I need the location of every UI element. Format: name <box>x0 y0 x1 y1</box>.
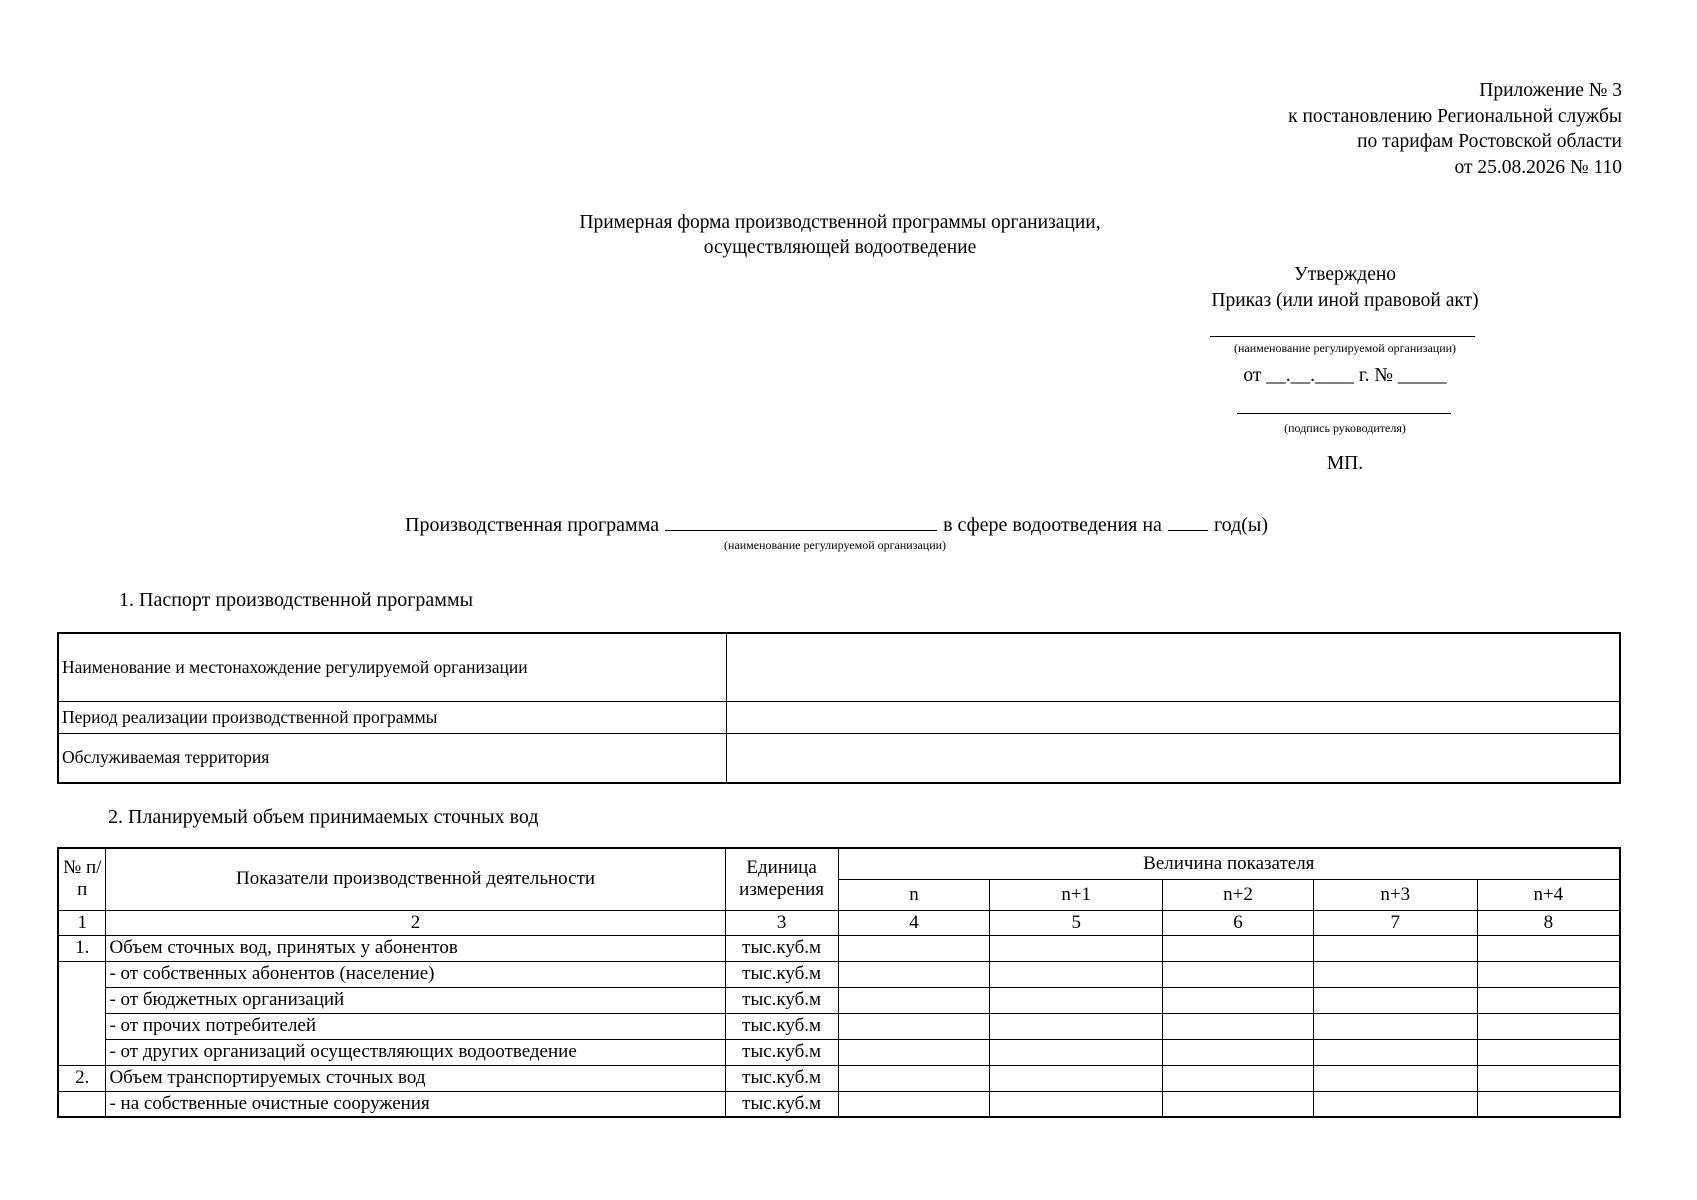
row-indicator: - от собственных абонентов (население) <box>106 961 725 987</box>
form-title <box>310 210 1370 260</box>
col-number: 7 <box>1313 910 1477 935</box>
row-unit: тыс.куб.м <box>725 987 838 1013</box>
row-unit: тыс.куб.м <box>725 1039 838 1065</box>
passport-label: Обслуживаемая территория <box>58 733 727 783</box>
col-number: 5 <box>990 910 1163 935</box>
header-year: n <box>838 879 990 910</box>
signature-caption: (подпись руководителя) <box>1284 421 1406 435</box>
passport-row <box>58 633 1620 701</box>
section2-title: 2. Планируемый объем принимаемых сточных вод <box>108 806 539 828</box>
appendix-number: Приложение № 3 <box>1479 80 1622 101</box>
header-year: n+3 <box>1313 879 1477 910</box>
indicators-table <box>57 847 1621 1118</box>
table-row <box>58 1039 1620 1065</box>
form-title-line1: Примерная форма производственной программы организации, <box>579 212 1101 233</box>
header-year: n+1 <box>990 879 1163 910</box>
table-row <box>58 1091 1620 1117</box>
col-number: 1 <box>58 910 106 935</box>
column-numbers-row <box>58 910 1620 935</box>
passport-table <box>57 632 1621 784</box>
program-middle: в сфере водоотведения на <box>943 514 1162 536</box>
header-unit: Единица измерения <box>725 848 838 910</box>
section1-title: 1. Паспорт производственной программы <box>119 589 474 611</box>
col-number: 4 <box>838 910 990 935</box>
header-num: № п/п <box>58 848 106 910</box>
row-num: 1. <box>58 935 106 961</box>
row-unit: тыс.куб.м <box>725 961 838 987</box>
header-year: n+2 <box>1163 879 1314 910</box>
row-unit: тыс.куб.м <box>725 1065 838 1091</box>
row-num: 2. <box>58 1065 106 1091</box>
appendix-date: от 25.08.2026 № 110 <box>1454 156 1622 178</box>
signature-line <box>1237 413 1451 414</box>
appendix-authority: по тарифам Ростовской области <box>1357 131 1622 152</box>
row-indicator: - на собственные очистные сооружения <box>106 1091 725 1117</box>
passport-value <box>727 633 1621 701</box>
table-row <box>58 987 1620 1013</box>
row-indicator: - от прочих потребителей <box>106 1013 725 1039</box>
table-row <box>58 935 1620 961</box>
col-number: 3 <box>725 910 838 935</box>
row-indicator: Объем транспортируемых сточных вод <box>106 1065 725 1091</box>
org-name-line <box>1210 336 1475 337</box>
org-name-blank <box>665 512 937 531</box>
row-num <box>58 1091 106 1117</box>
col-number: 8 <box>1477 910 1620 935</box>
header-value: Величина показателя <box>838 848 1620 879</box>
table-row <box>58 1013 1620 1039</box>
row-num <box>58 961 106 1065</box>
stamp-label: МП. <box>1326 453 1364 474</box>
form-title-line2: осуществляющей водоотведение <box>703 237 977 258</box>
approval-date-line: от __.__.____ г. № _____ <box>1243 365 1447 386</box>
passport-label: Период реализации производственной программы <box>58 701 727 733</box>
program-org-caption: (наименование регулируемой организации) <box>723 538 947 552</box>
header-indicator: Показатели производственной деятельности <box>106 848 725 910</box>
org-name-caption: (наименование регулируемой организации) <box>1233 341 1457 355</box>
appendix-header <box>1288 78 1622 180</box>
program-line <box>405 512 1268 537</box>
row-indicator: - от бюджетных организаций <box>106 987 725 1013</box>
passport-label: Наименование и местонахождение регулируемой организации <box>58 633 727 701</box>
passport-value <box>727 701 1621 733</box>
passport-value <box>727 733 1621 783</box>
col-number: 6 <box>1163 910 1314 935</box>
appendix-reference: к постановлению Региональной службы <box>1288 105 1622 127</box>
row-indicator: - от других организаций осуществляющих водоотведение <box>106 1039 725 1065</box>
row-unit: тыс.куб.м <box>725 1013 838 1039</box>
approval-act: Приказ (или иной правовой акт) <box>1211 289 1479 311</box>
header-year: n+4 <box>1477 879 1620 910</box>
passport-row <box>58 701 1620 733</box>
passport-row <box>58 733 1620 783</box>
table-row <box>58 961 1620 987</box>
row-unit: тыс.куб.м <box>725 935 838 961</box>
approval-block <box>1160 262 1530 313</box>
program-suffix: год(ы) <box>1213 514 1268 536</box>
col-number: 2 <box>106 910 725 935</box>
row-indicator: Объем сточных вод, принятых у абонентов <box>106 935 725 961</box>
program-prefix: Производственная программа <box>405 514 660 536</box>
header-row <box>58 848 1620 879</box>
row-unit: тыс.куб.м <box>725 1091 838 1117</box>
approval-title: Утверждено <box>1293 264 1397 285</box>
table-row <box>58 1065 1620 1091</box>
years-blank <box>1168 512 1208 531</box>
